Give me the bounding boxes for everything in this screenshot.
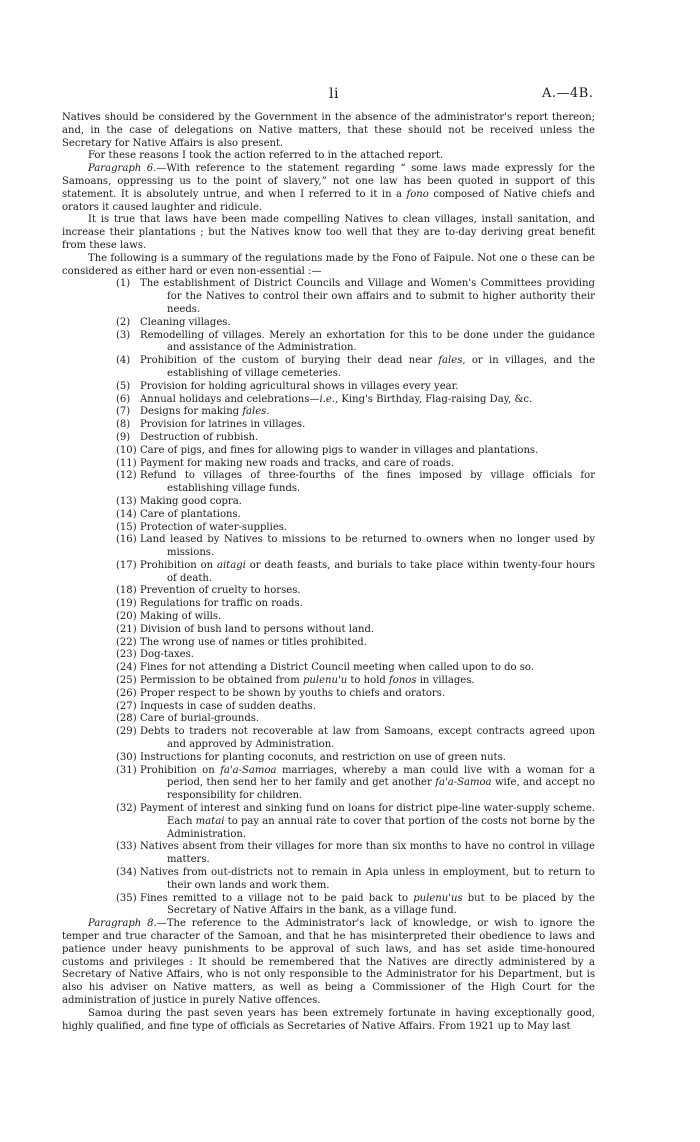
regulation-item [116,470,595,496]
regulation-item [116,355,596,381]
text-run: , King's Birthday, Flag-raising Day, &c. [335,393,533,405]
regulation-text [140,701,316,712]
regulation-text [140,509,241,520]
text-run: Samoa during the past seven years has been extremely fortunate in having exceptionally good, highly qualified, and fine type of officials as Secretaries of Native Affairs. From 1921 up to May last [62,1007,595,1032]
text-run: Cleaning villages. [140,316,231,328]
text-run: but to be placed by the Secretary of Native Affairs in the bank, as a village fund. [167,892,595,917]
regulation-number: (33) [116,841,137,853]
regulation-text [140,752,506,763]
regulation-number: (22) [116,636,137,648]
italic-text: fono [406,188,429,200]
regulation-text [140,585,301,596]
text-run: in villages. [416,675,475,687]
text-run: The following is a summary of the regulations made by the Fono of Faipule. Not one o these can be considered as either hard or even non-essential :— [62,252,595,277]
text-run: wife, and accept no responsibility for children. [167,777,595,802]
text-run: Protection of water-supplies. [140,521,288,533]
regulation-item [116,649,595,662]
text-run: Provision for latrines in villages. [140,419,306,431]
text-run: Making good copra. [140,495,242,507]
regulation-number: (11) [116,457,137,469]
text-run: Fines remitted to a village not to be paid back to [140,892,414,904]
regulation-text [140,867,595,891]
regulation-number: (27) [116,700,137,712]
regulation-text [140,355,595,379]
regulation-item [116,559,595,586]
regulation-item [116,585,595,598]
text-run: Division of bush land to persons without land. [140,623,375,635]
text-run: —With reference to the statement regarding “ some laws made expressly for the Samoans, oppressing us to the point of slavery,” not one law has been quoted in support of this statement. It is absolutely untrue, and when I referred to it in a [62,163,595,200]
regulation-item [116,393,595,407]
regulation-number: (24) [116,662,137,674]
regulation-number: (4) [116,355,131,367]
regulation-item [116,316,595,330]
text-run: Prohibition of the custom of burying their dead near [140,355,439,367]
regulation-text [140,534,595,558]
paragraph [62,112,595,150]
text-run: —The reference to the Administrator's lack of knowledge, or wish to ignore the temper and true character of the Samoan, and that he has misinterpreted their obedience to laws and patience under heavy punishments to be approval of such laws, and has set aside time-honoured customs and privileges : It should be remembered that the Natives are directly administered by a Secretary of Native Affairs, who is not only responsible to the Administrator for his Department, but is also his adviser on Native matters, as well as being a Commissioner of the High Court for the administration of justice in purely Native offences. [62,918,596,1006]
regulation-number: (8) [116,419,131,431]
regulation-text [140,381,459,392]
regulation-item [116,508,595,522]
text-run: Provision for holding agricultural shows in villages every year. [140,380,459,392]
regulation-item [116,726,595,752]
regulation-text [140,419,305,430]
italic-text: aitagi [216,559,246,571]
regulation-number: (19) [116,598,137,610]
italic-text: Paragraph 6. [88,163,157,175]
text-run: Refund to villages of three-fourths of the fines imposed by village officials for establishing village funds. [140,470,595,495]
text-run: Natives should be considered by the Government in the absence of the administrator's report thereon; and, in the case of delegations on Native matters, that these should not be received unless the Secretary for Native Affairs is also present. [62,112,595,149]
regulation-number: (10) [116,444,137,456]
regulation-text [140,662,534,673]
closing-paragraphs [62,918,595,1033]
regulation-item [116,598,595,611]
regulation-text [140,394,532,405]
text-run: For these reasons I took the action referred to in the attached report. [88,150,444,162]
paragraph [62,918,595,1008]
text-run: Prohibition on [140,559,217,571]
text-run: Payment for making new roads and tracks, and care of roads. [140,457,455,469]
italic-text: fa'a-Samoa [435,777,492,789]
paragraph [62,214,595,252]
text-run: Care of pigs, and fines for allowing pigs to wander in villages and plantations. [140,444,539,456]
regulation-item [116,751,595,765]
text-run: Fines for not attending a District Council meeting when called upon to do so. [140,662,534,674]
text-run: composed of Native chiefs and orators it caused laughter and ridicule. [62,188,595,213]
text-run: Prevention of cruelty to horses. [140,585,301,597]
italic-text: fonos [389,675,417,687]
regulation-text [140,560,595,584]
regulation-number: (30) [116,751,137,763]
text-run: It is true that laws have been made compelling Natives to clean villages, install sanitation, and increase their plantations ; but the Natives know too well that they are to-day deriving great benefit from these laws. [62,214,595,251]
regulation-text [140,278,595,315]
text-run: to hold [347,675,390,687]
regulation-number: (7) [116,406,131,418]
text-run: Permission to be obtained from [140,675,303,687]
regulation-text [140,330,595,354]
regulation-item [116,841,595,867]
regulation-item [116,687,595,701]
regulation-number: (15) [116,521,137,533]
regulation-item [116,611,595,624]
regulation-text [140,803,595,840]
paragraph [62,253,595,279]
regulation-text [140,713,259,724]
regulation-text [140,445,538,456]
regulation-number: (26) [116,687,137,699]
regulation-item [116,623,595,637]
text-run: Debts to traders not recoverable at law from Samoans, except contracts agreed upon and approved by Administration. [140,726,595,751]
text-run: Dog-taxes. [140,649,194,661]
text-run: The wrong use of names or titles prohibited. [140,636,367,648]
italic-text: fales [438,355,463,367]
text-run: Payment of interest and sinking fund on loans for district pipe-line water-supply scheme. Each [140,803,595,827]
regulation-number: (5) [116,380,131,392]
text-run: . [266,406,270,418]
regulation-item [116,406,595,419]
regulation-item [116,521,595,535]
regulation-number: (20) [116,611,137,623]
regulation-number: (32) [116,803,137,815]
regulation-item [116,803,595,841]
text-run: Proper respect to be shown by youths to chiefs and orators. [140,687,446,699]
paragraph [62,163,595,214]
regulation-text [140,675,475,686]
regulation-item [116,278,595,316]
regulation-text [140,611,221,622]
text-run: , or in villages, and the establishing of village cemeteries. [167,355,596,379]
regulation-text [140,624,374,635]
regulation-number: (29) [116,726,137,738]
regulation-text [140,458,454,469]
text-run: Prohibition on [140,764,221,776]
regulation-number: (2) [116,316,131,328]
regulation-item [116,495,595,509]
regulation-number: (21) [116,623,137,635]
regulation-item [116,457,595,471]
regulation-text [140,893,595,917]
italic-text: pulenu'us [413,892,463,904]
page-number: li [329,86,339,102]
regulation-item [116,662,595,675]
text-run: Destruction of rubbish. [140,431,259,443]
italic-text: matai [195,815,225,827]
regulation-text [140,432,258,443]
paragraph [62,150,595,163]
text-run: Natives from out-districts not to remain in Apia unless in employment, but to return to their own lands and work them. [140,867,595,891]
regulation-text [140,470,595,494]
regulation-number: (9) [116,431,131,443]
regulation-number: (14) [116,508,137,520]
regulation-text [140,841,595,865]
regulation-text [140,649,194,660]
text-run: Remodelling of villages. Merely an exhortation for this to be done under the guidance and assistance of the Administration. [140,329,595,354]
text-run: Inquests in case of sudden deaths. [140,700,316,712]
text-run: Regulations for traffic on roads. [140,598,303,610]
text-run: Natives absent from their villages for more than six months to have no control in village matters. [140,841,595,866]
regulation-number: (16) [116,534,137,546]
regulation-number: (13) [116,495,137,507]
regulation-number: (25) [116,675,137,687]
regulation-item [116,713,595,726]
regulation-number: (34) [116,867,137,879]
regulation-item [116,892,595,919]
italic-text: i.e. [319,393,336,405]
document-body [62,112,595,1033]
text-run: Care of burial-grounds. [140,713,260,725]
regulation-number: (28) [116,713,137,725]
regulation-item [116,636,595,650]
regulation-item [116,419,595,432]
regulation-item [116,444,595,458]
regulation-item [116,764,595,803]
document-reference: A.—4B. [542,86,594,101]
regulation-text [140,496,242,507]
text-run: Care of plantations. [140,508,241,520]
text-run: to pay an annual rate to cover that portion of the costs not borne by the Administration. [167,815,595,840]
text-run: or death feasts, and burials to take place within twenty-four hours of death. [167,559,595,584]
regulation-number: (1) [116,278,131,290]
regulation-item [116,534,595,560]
regulations-list [62,278,595,918]
regulation-text [140,765,595,802]
regulation-item [116,675,595,688]
regulation-number: (12) [116,470,137,482]
regulation-number: (3) [116,329,131,341]
text-run: marriages, whereby a man could live with a woman for a period, then send her to her family and get another [167,764,595,789]
regulation-text [140,406,270,417]
regulation-item [116,700,595,714]
text-run: Designs for making [140,406,243,418]
regulation-text [140,726,595,750]
regulation-item [116,329,595,356]
italic-text: pulenu'u [302,675,348,687]
regulation-number: (31) [116,764,137,776]
text-run: Land leased by Natives to missions to be returned to owners when no longer used by missions. [140,534,595,559]
regulation-item [116,431,595,445]
regulation-item [116,867,595,893]
regulation-text [140,688,445,699]
regulation-text [140,522,287,533]
italic-text: fales [242,406,267,418]
italic-text: fa'a-Samoa [220,764,277,776]
regulation-text [140,598,303,609]
regulation-number: (23) [116,649,137,661]
text-run: The establishment of District Councils and Village and Women's Committees providing for the Natives to control their own affairs and to submit to higher authority their needs. [140,278,595,315]
regulation-text [140,317,231,328]
text-run: Making of wills. [140,611,222,623]
paragraph [62,1008,595,1034]
italic-text: Paragraph 8. [88,918,157,930]
text-run: Instructions for planting coconuts, and restriction on use of green nuts. [140,751,506,763]
regulation-item [116,380,595,394]
regulation-number: (35) [116,892,137,904]
intro-paragraphs [62,112,595,278]
regulation-number: (17) [116,559,137,571]
text-run: Annual holidays and celebrations— [140,393,320,405]
regulation-text [140,637,367,648]
regulation-number: (6) [116,393,131,405]
regulation-number: (18) [116,585,137,597]
